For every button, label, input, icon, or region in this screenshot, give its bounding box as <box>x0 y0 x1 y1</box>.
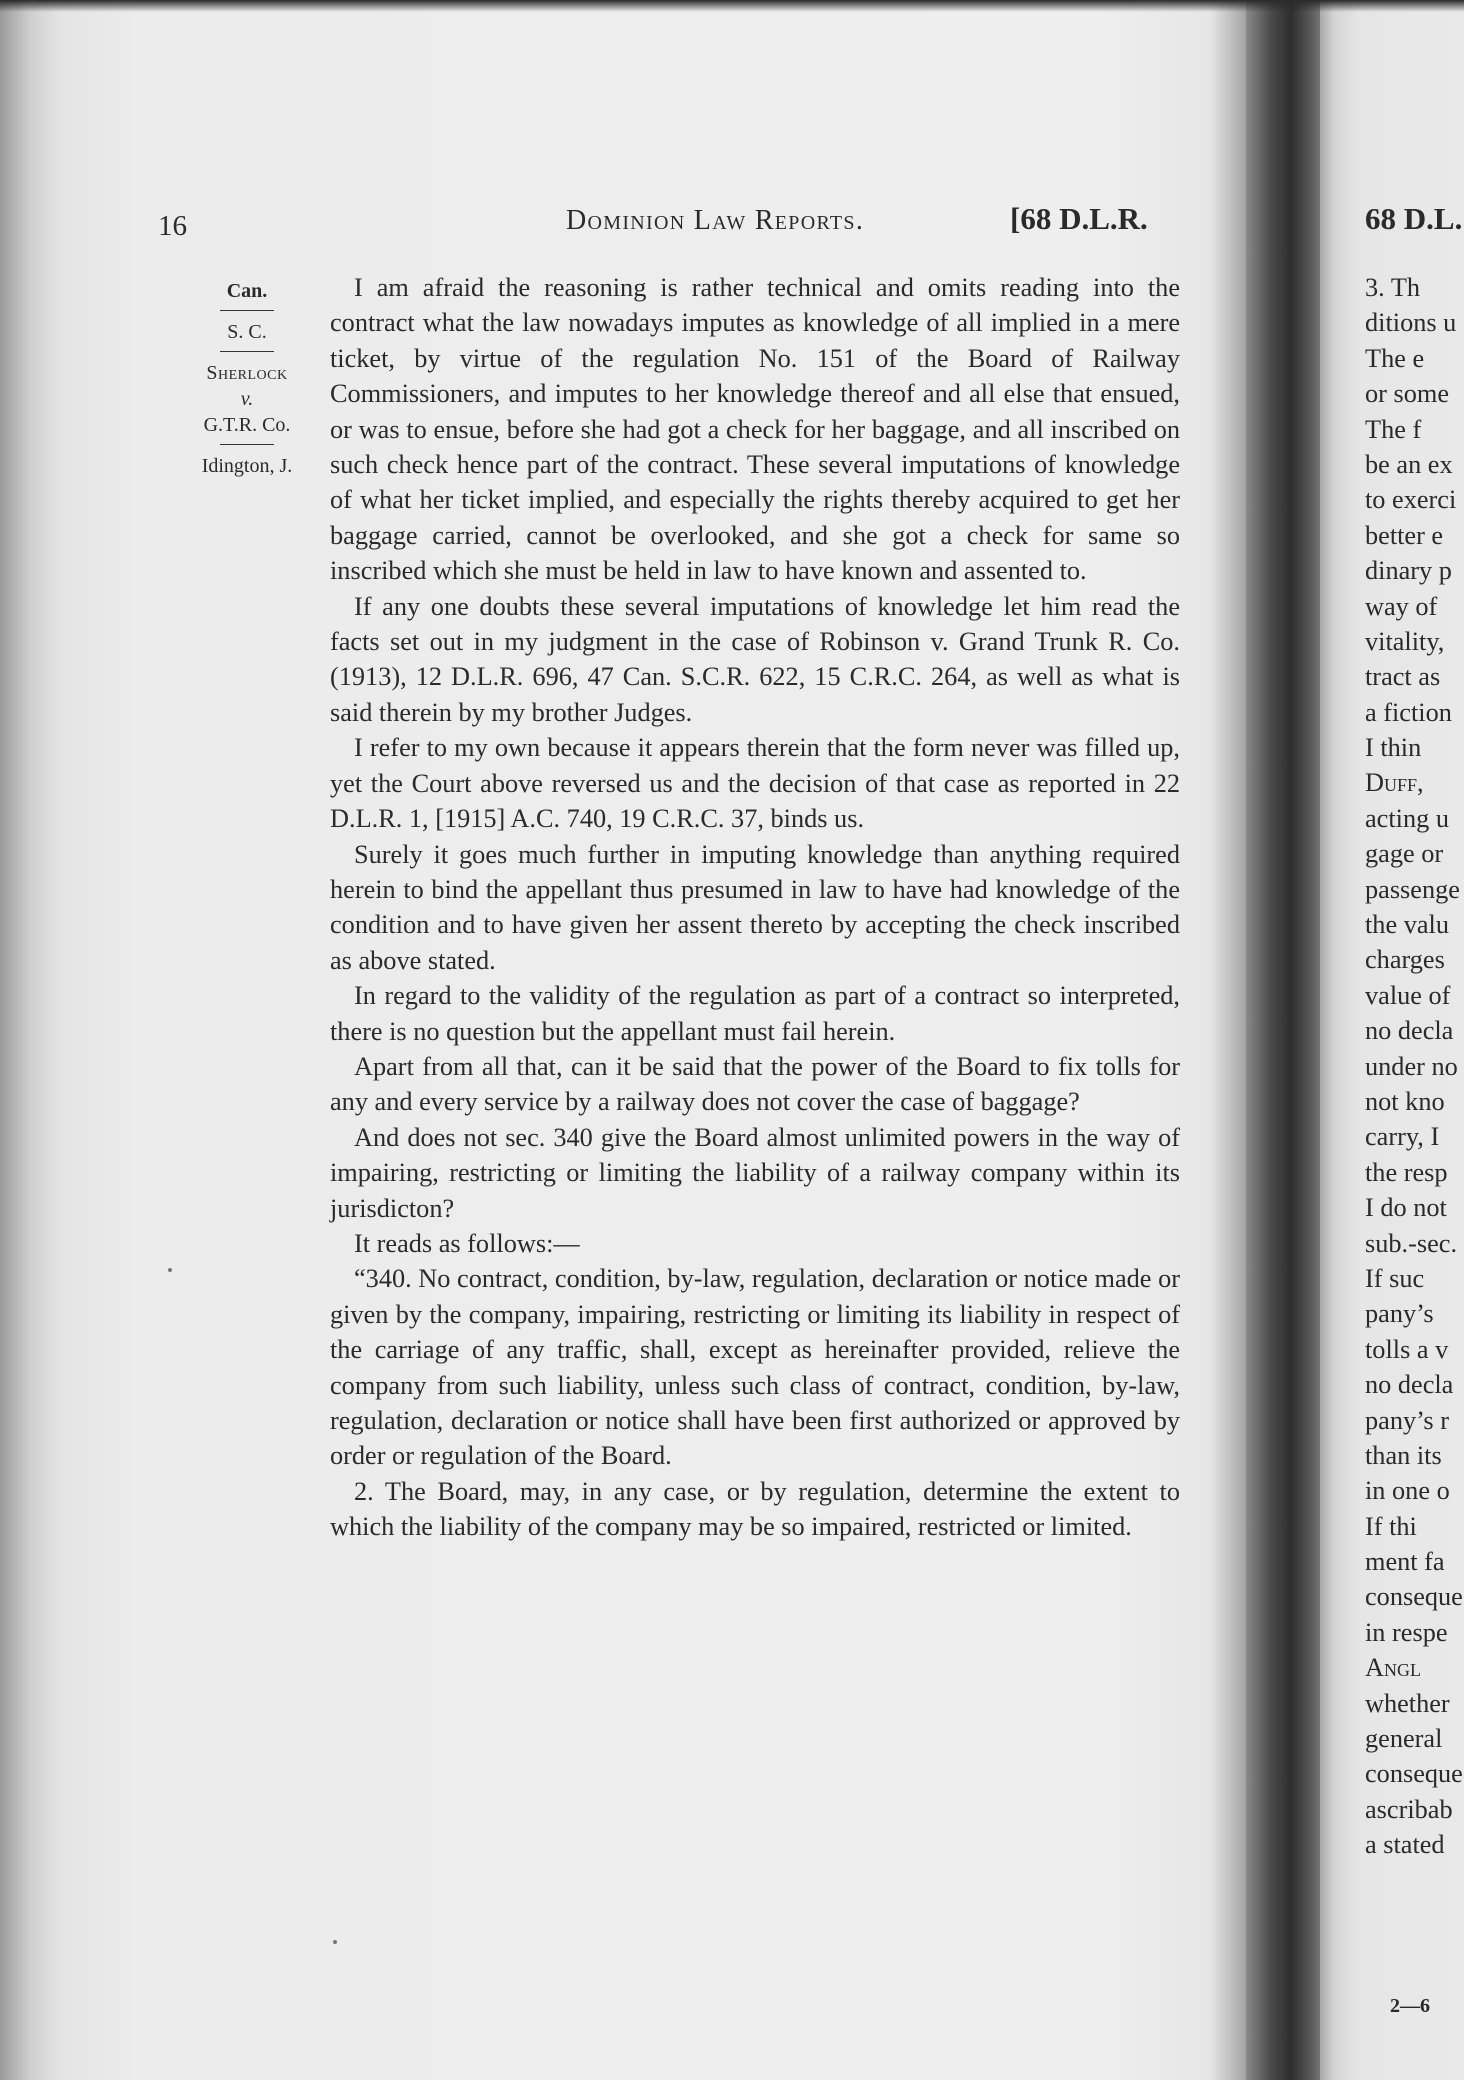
right-page-line: ditions u <box>1365 308 1457 338</box>
paragraph: I am afraid the reasoning is rather technical and omits reading into the contract what the law nowadays imputes as knowledge of all implied in a mere ticket, by virtue of the regulation No. 151 of the Board of Railway Commissioners, and imputes to her knowledge thereof and all else that ensued, or was to ensue, before she had got a check for her baggage, and all inscribed on such check hence part of the contract. These several imputations of knowledge of what her ticket implied, and especially the rights thereby acquired to get her baggage carried, cannot be overlooked, and she got a check for same so inscribed which she must be held in law to have known and assented to. <box>330 273 1180 586</box>
right-volume-reference: 68 D.L. <box>1365 201 1463 236</box>
paragraph: If any one doubts these several imputations of knowledge let him read the facts set out in my judgment in the case of Robinson v. Grand Trunk R. Co. (1913), 12 D.L.R. 696, 47 Can. S.C.R. 622, 15 C.R.C. 264, as well as what is said therein by my brother Judges. <box>330 591 1180 727</box>
right-page-line: sub.-sec. <box>1365 1228 1458 1258</box>
right-page-line: tract as <box>1365 662 1441 692</box>
right-page-line: 3. Th <box>1365 273 1421 302</box>
right-page-line: The e <box>1365 343 1425 373</box>
running-head: Dominion Law Reports. <box>566 205 865 236</box>
right-page-line: If suc <box>1365 1263 1425 1293</box>
right-page-line: no decla <box>1365 1370 1454 1400</box>
right-page-text <box>1365 270 1463 1863</box>
paragraph: And does not sec. 340 give the Board almost unlimited powers in the way of impairing, restricting or limiting the liability of a railway company within its jurisdicton? <box>330 1122 1180 1223</box>
right-page-line: than its <box>1365 1440 1442 1470</box>
right-page-line: carry, I <box>1365 1122 1440 1152</box>
page-number: 16 <box>158 210 187 242</box>
right-page <box>1320 0 1464 2080</box>
right-page-line: the resp <box>1365 1157 1448 1187</box>
right-page-line: ascribab <box>1365 1794 1453 1824</box>
sidenote-versus: v. <box>240 388 254 410</box>
statute-quote: 2. The Board, may, in any case, or by regulation, determine the extent to which the liability of the company may be so impaired, restricted or limited. <box>330 1476 1180 1542</box>
statute-quote: “340. No contract, condition, by-law, regulation, declaration or notice made or given by the company, impairing, restricting or limiting its liability in respect of the carriage of any traffic, shall, except as hereinafter provided, relieve the company from such liability, unless such class of contract, condition, by-law, regulation, declaration or notice shall have been first authorized or approved by order or regulation of the Board. <box>330 1264 1180 1471</box>
paragraph: Surely it goes much further in imputing knowledge than anything required herein to bind the appellant thus presumed in law to have had knowledge of the condition and to have given her assent thereto by accepting the check inscribed as above stated. <box>330 839 1180 975</box>
paragraph: It reads as follows:— <box>354 1228 580 1258</box>
sidenote-division: S. C. <box>227 321 267 343</box>
paragraph: In regard to the validity of the regulation as part of a contract so interpreted, there is no question but the appellant must fail herein. <box>330 981 1180 1046</box>
scan-top-edge <box>0 0 1464 12</box>
right-page-line: I do not <box>1365 1193 1447 1223</box>
right-page-line: Angl <box>1365 1653 1421 1683</box>
right-page-line: be an ex <box>1365 449 1453 479</box>
right-page-line: a fiction <box>1365 697 1452 727</box>
right-page-line: or some <box>1365 379 1449 409</box>
paragraph: I refer to my own because it appears therein that the form never was filled up, yet the Court above reversed us and the decision of that case as reported in 22 D.L.R. 1, [1915] A.C. 740, 19 C.R.C. 37, binds us. <box>330 733 1180 834</box>
right-page-line: acting u <box>1365 803 1449 833</box>
sidenote-party-two: G.T.R. Co. <box>203 414 291 436</box>
sidenote-judge: Idington, J. <box>201 455 293 477</box>
right-page-line: better e <box>1365 520 1444 550</box>
right-page-line: dinary p <box>1365 556 1452 586</box>
right-page-line: ment fa <box>1365 1547 1445 1577</box>
right-page-line: to exerci <box>1365 485 1457 515</box>
right-page-line: under no <box>1365 1051 1458 1081</box>
right-page-line: value of <box>1365 980 1451 1010</box>
sidenote-rule <box>220 310 274 311</box>
volume-reference: [68 D.L.R. <box>1010 201 1148 236</box>
right-page-line: conseque <box>1365 1759 1463 1789</box>
sidenote-rule <box>220 444 274 445</box>
judgment-body <box>330 270 1180 1545</box>
right-page-line: in one o <box>1365 1476 1450 1506</box>
right-page-line: If thi <box>1365 1511 1417 1541</box>
right-page-line: passenge <box>1365 874 1460 904</box>
right-page-line: gage or <box>1365 839 1444 869</box>
right-page-line: in respe <box>1365 1617 1448 1647</box>
signature-mark: 2—6 <box>1390 1995 1430 2017</box>
right-page-line: pany’s r <box>1365 1405 1449 1435</box>
right-page-line: whether <box>1365 1688 1450 1718</box>
sidenote-rule <box>220 351 274 352</box>
right-page-line: the valu <box>1365 910 1449 940</box>
paragraph: Apart from all that, can it be said that the power of the Board to fix tolls for any and every service by a railway does not cover the case of baggage? <box>330 1051 1180 1117</box>
right-page-line: Duff, <box>1365 768 1424 798</box>
sidenote-court: Can. <box>226 280 268 302</box>
sidenote-party-one: Sherlock <box>206 362 288 384</box>
right-page-line: general <box>1365 1724 1443 1754</box>
right-page-line: a stated <box>1365 1830 1445 1860</box>
right-page-line: way of <box>1365 591 1438 621</box>
right-page-line: no decla <box>1365 1016 1454 1046</box>
right-page-line: I thin <box>1365 733 1422 763</box>
right-page-line: not kno <box>1365 1086 1445 1116</box>
page-speck <box>168 1268 172 1272</box>
page-speck <box>333 1940 337 1944</box>
case-sidenote <box>172 278 322 479</box>
right-page-line: conseque <box>1365 1582 1463 1612</box>
right-page-line: pany’s <box>1365 1299 1434 1329</box>
right-page-line: vitality, <box>1365 626 1445 656</box>
right-page-line: The f <box>1365 414 1422 444</box>
right-page-line: charges <box>1365 945 1445 975</box>
right-page-line: tolls a v <box>1365 1334 1449 1364</box>
